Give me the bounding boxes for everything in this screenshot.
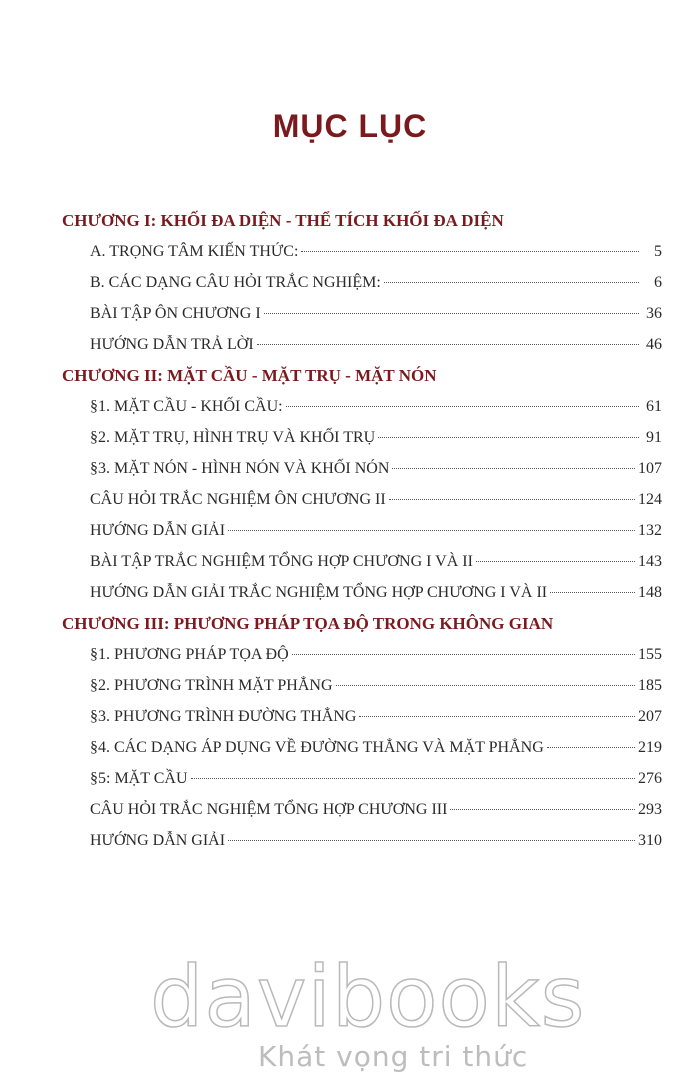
entry-label: §1. MẶT CẦU - KHỐI CẦU: <box>90 398 283 415</box>
dot-leader <box>359 716 635 717</box>
entry-label: §3. MẶT NÓN - HÌNH NÓN VÀ KHỐI NÓN <box>90 460 390 477</box>
toc-entry <box>90 670 662 701</box>
entry-page-number: 310 <box>638 832 662 849</box>
dot-leader <box>550 592 635 593</box>
entry-page-number: 143 <box>638 553 662 570</box>
toc-entry <box>90 298 662 329</box>
entry-label: A. TRỌNG TÂM KIẾN THỨC: <box>90 243 299 260</box>
entry-label: CÂU HỎI TRẮC NGHIỆM ÔN CHƯƠNG II <box>90 491 386 508</box>
watermark-logo: davibooks <box>150 948 586 1046</box>
dot-leader <box>286 406 639 407</box>
toc-entry <box>90 236 662 267</box>
dot-leader <box>228 530 635 531</box>
dot-leader <box>547 747 635 748</box>
dot-leader <box>450 809 635 810</box>
dot-leader <box>228 840 635 841</box>
toc-entry <box>90 763 662 794</box>
dot-leader <box>257 344 639 345</box>
toc-list <box>62 205 662 856</box>
dot-leader <box>378 437 639 438</box>
entry-page-number: 207 <box>638 708 662 725</box>
dot-leader <box>264 313 639 314</box>
entry-label: BÀI TẬP ÔN CHƯƠNG I <box>90 305 261 322</box>
dot-leader <box>389 499 635 500</box>
entry-label: §3. PHƯƠNG TRÌNH ĐƯỜNG THẲNG <box>90 708 357 725</box>
watermark-tagline: Khát vọng tri thức <box>258 1040 529 1073</box>
toc-entry <box>90 515 662 546</box>
toc-entry <box>90 484 662 515</box>
dot-leader <box>392 468 635 469</box>
entry-label: HƯỚNG DẪN GIẢI <box>90 832 226 849</box>
page-title: MỤC LỤC <box>272 108 428 144</box>
chapter-heading: CHƯƠNG I: KHỐI ĐA DIỆN - THỂ TÍCH KHỐI ĐA DIỆN <box>62 211 504 230</box>
dot-leader <box>336 685 635 686</box>
entry-page-number: 91 <box>646 429 662 446</box>
toc-entry <box>90 391 662 422</box>
toc-entry <box>90 794 662 825</box>
entry-label: §4. CÁC DẠNG ÁP DỤNG VỀ ĐƯỜNG THẲNG VÀ MẶT PHẲNG <box>90 739 544 756</box>
entry-label: HƯỚNG DẪN GIẢI <box>90 522 226 539</box>
entry-page-number: 132 <box>638 522 662 539</box>
entry-label: BÀI TẬP TRẮC NGHIỆM TỔNG HỢP CHƯƠNG I VÀ II <box>90 553 473 570</box>
toc-entry <box>90 329 662 360</box>
toc-entry <box>90 422 662 453</box>
entry-page-number: 293 <box>638 801 662 818</box>
entry-page-number: 46 <box>646 336 662 353</box>
dot-leader <box>476 561 635 562</box>
entry-label: B. CÁC DẠNG CÂU HỎI TRẮC NGHIỆM: <box>90 274 381 291</box>
entry-label: CÂU HỎI TRẮC NGHIỆM TỔNG HỢP CHƯƠNG III <box>90 801 448 818</box>
entry-label: §2. PHƯƠNG TRÌNH MẶT PHẲNG <box>90 677 333 694</box>
entry-page-number: 61 <box>646 398 662 415</box>
toc-entry <box>90 453 662 484</box>
entry-page-number: 148 <box>638 584 662 601</box>
dot-leader <box>191 778 636 779</box>
entry-page-number: 185 <box>638 677 662 694</box>
entry-page-number: 219 <box>638 739 662 756</box>
entry-label: §1. PHƯƠNG PHÁP TỌA ĐỘ <box>90 646 289 663</box>
toc-entry <box>90 639 662 670</box>
entry-page-number: 276 <box>638 770 662 787</box>
toc-entry <box>90 825 662 856</box>
entry-page-number: 124 <box>638 491 662 508</box>
entry-label: HƯỚNG DẪN TRẢ LỜI <box>90 336 254 353</box>
chapter-heading: CHƯƠNG III: PHƯƠNG PHÁP TỌA ĐỘ TRONG KHÔNG GIAN <box>62 614 554 633</box>
entry-label: §2. MẶT TRỤ, HÌNH TRỤ VÀ KHỐI TRỤ <box>90 429 376 446</box>
chapter-heading: CHƯƠNG II: MẶT CẦU - MẶT TRỤ - MẶT NÓN <box>62 366 437 385</box>
entry-page-number: 155 <box>638 646 662 663</box>
entry-label: HƯỚNG DẪN GIẢI TRẮC NGHIỆM TỔNG HỢP CHƯƠNG I VÀ II <box>90 584 548 601</box>
dot-leader <box>292 654 635 655</box>
toc-entry <box>90 577 662 608</box>
entry-page-number: 5 <box>654 243 662 260</box>
toc-entry <box>90 546 662 577</box>
toc-entry <box>90 267 662 298</box>
entry-page-number: 107 <box>638 460 662 477</box>
entry-page-number: 36 <box>646 305 662 322</box>
entry-page-number: 6 <box>654 274 662 291</box>
dot-leader <box>384 282 639 283</box>
toc-entry <box>90 732 662 763</box>
dot-leader <box>301 251 639 252</box>
entry-label: §5: MẶT CẦU <box>90 770 188 787</box>
toc-entry <box>90 701 662 732</box>
